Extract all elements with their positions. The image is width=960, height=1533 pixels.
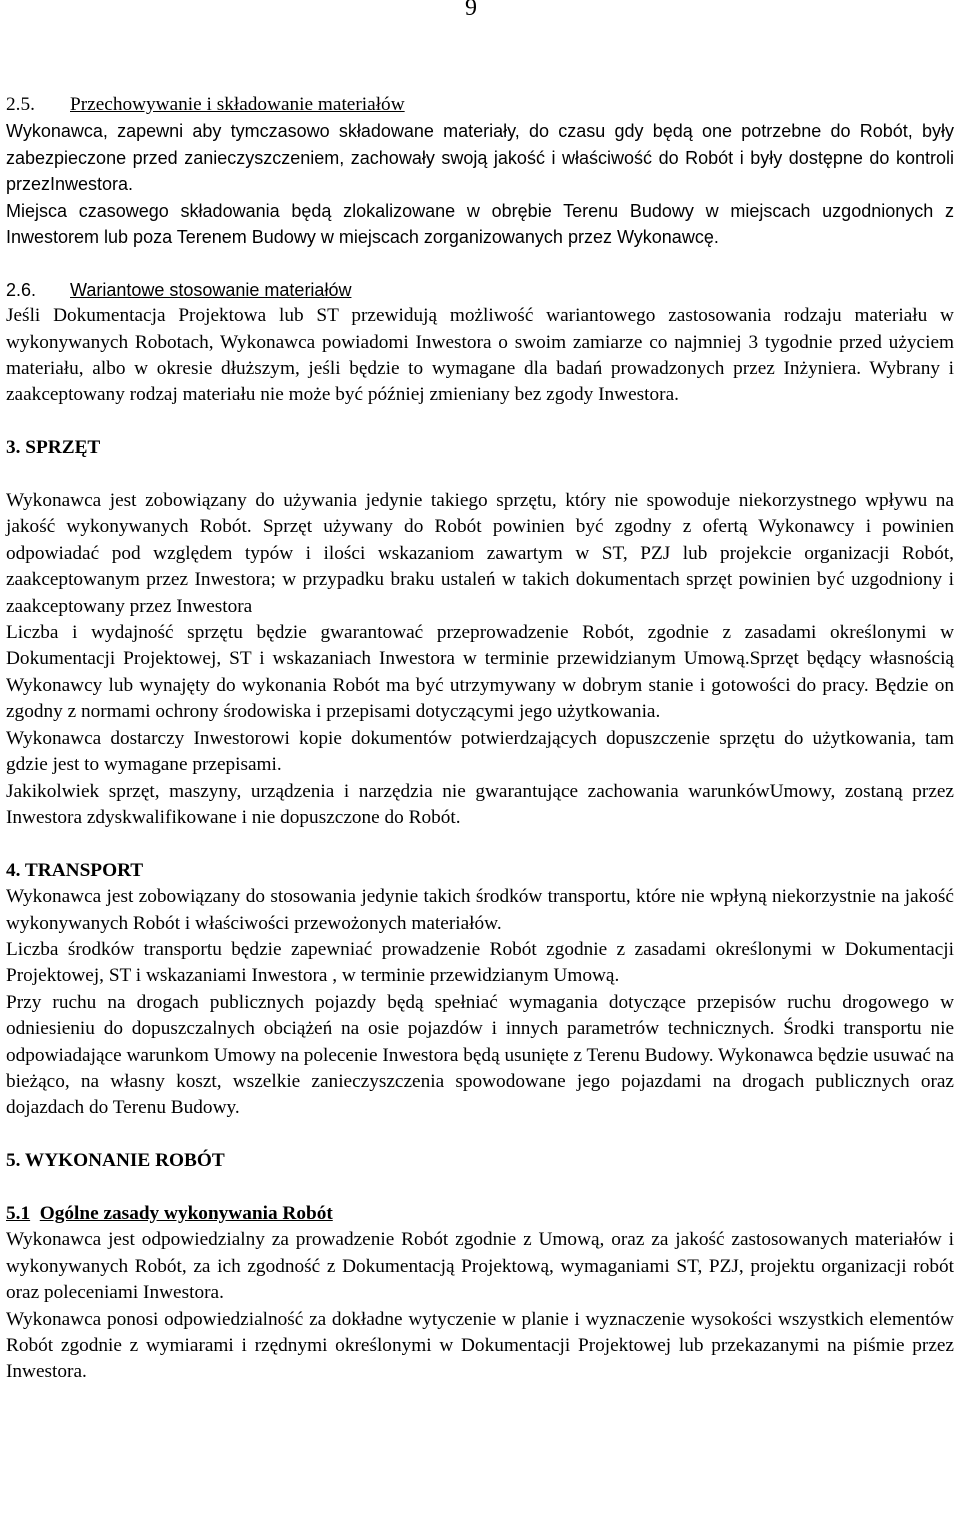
section-3-paragraph-1: Wykonawca jest zobowiązany do używania jedynie takiego sprzętu, który nie spowoduje niekorzystnego wpływu na jakość wykonywanych Robót. Sprzęt używany do Robót powinien być zgodny z ofertą Wykonawcy i powinien odpowiadać pod względem typów i ilości wskazaniom zawartym w ST, PZJ lub projekcie organizacji Robót, zaakceptowanym przez Inwestora; w przypadku braku ustaleń w takich dokumentach sprzęt powinien być uzgodniony i zaakceptowany przez Inwestora: [6, 490, 954, 617]
document-body: [6, 92, 954, 1386]
section-5-heading: 5. WYKONANIE ROBÓT: [6, 1150, 225, 1172]
section-4-paragraph-1: Wykonawca jest zobowiązany do stosowania jedynie takich środków transportu, które nie wpłyną niekorzystnie na jakość wykonywanych Robót i właściwości przewożonych materiałów.: [6, 886, 954, 934]
section-3-paragraph-4: Jakikolwiek sprzęt, maszyny, urządzenia i narzędzia nie gwarantujące zachowania warunkówUmowy, zostaną przez Inwestora zdyskwalifikowane i nie dopuszczone do Robót.: [6, 780, 954, 828]
section-4-paragraph-3: Przy ruchu na drogach publicznych pojazdy będą spełniać wymagania dotyczące przepisów ruchu drogowego w odniesieniu do dopuszczalnych obciążeń na osie pojazdów i innych parametrów technicznych. Środki transportu nie odpowiadające warunkom Umowy na polecenie Inwestora będą usunięte z Terenu Budowy. Wykonawca będzie usuwać na bieżąco, na własny koszt, wszelkie zanieczyszczenia spowodowane jego pojazdami na drogach publicznych oraz dojazdach do Terenu Budowy.: [6, 991, 955, 1119]
section-2-5-title: Przechowywanie i składowanie materiałów: [70, 94, 405, 115]
section-2-6-heading: [6, 277, 954, 303]
section-2-6-paragraph-1: Jeśli Dokumentacja Projektowa lub ST przewidują możliwość wariantowego zastosowania rodzaju materiału w wykonywanych Robotach, Wykonawca powiadomi Inwestora o swoim zamiarze co najmniej 3 tygodnie przed użyciem materiału, albo w okresie dłuższym, jeśli będzie to wymagane dla badań prowadzonych przez Inżyniera. Wybrany i zaakceptowany rodzaj materiału nie może być później zmieniany bez zgody Inwestora.: [6, 305, 954, 406]
section-5-1-number: 5.1: [6, 1202, 31, 1224]
section-5-1-paragraph-2: Wykonawca ponosi odpowiedzialność za dokładne wytyczenie w planie i wyznaczenie wysokości wszystkich elementów Robót zgodnie z wymiarami i rzędnymi określonymi w Dokumentacji Projektowej lub przekazanymi na piśmie przez Inwestora.: [6, 1308, 954, 1383]
section-5-1-paragraph-1: Wykonawca jest odpowiedzialny za prowadzenie Robót zgodnie z Umową, oraz za jakość zastosowanych materiałów i wykonywanych Robót, za ich zgodność z Dokumentacją Projektową, wymaganiami ST, PZJ, projektu organizacji robót oraz poleceniami Inwestora.: [6, 1229, 954, 1304]
page-number: 9: [465, 0, 477, 21]
section-2-6-title: Wariantowe stosowanie materiałów: [70, 279, 352, 300]
section-5-1-title: Ogólne zasady wykonywania Robót: [39, 1202, 333, 1224]
section-4-paragraph-2: Liczba środków transportu będzie zapewniać prowadzenie Robót zgodnie z zasadami określonymi w Dokumentacji Projektowej, ST i wskazaniami Inwestora , w terminie przewidzianym Umową.: [6, 938, 954, 987]
section-2-5-paragraph-1: Wykonawca, zapewni aby tymczasowo składowane materiały, do czasu gdy będą one potrzebne do Robót, były zabezpieczone przed zanieczyszczeniem, zachowały swoją jakość i właściwość do Robót i były dostępne do kontroli przezInwestora.: [6, 121, 954, 195]
section-2-5-heading: [6, 92, 954, 118]
section-3-paragraph-3: Wykonawca dostarczy Inwestorowi kopie dokumentów potwierdzających dopuszczenie sprzętu do użytkowania, tam gdzie jest to wymagane przepisami.: [6, 727, 954, 776]
section-3-paragraph-2: Liczba i wydajność sprzętu będzie gwarantować przeprowadzenie Robót, zgodnie z zasadami określonymi w Dokumentacji Projektowej, ST i wskazaniach Inwestora w terminie przewidzianym Umową.Sprzęt będący własnością Wykonawcy lub wynajęty do wykonania Robót ma być utrzymywany w dobrym stanie i gotowości do pracy. Będzie on zgodny z normami ochrony środowiska i przepisami dotyczącymi jego użytkowania.: [6, 622, 954, 723]
section-2-5-paragraph-2: Miejsca czasowego składowania będą zlokalizowane w obrębie Terenu Budowy w miejscach uzgodnionych z Inwestorem lub poza Terenem Budowy w miejscach zorganizowanych przez Wykonawcę.: [6, 200, 954, 248]
section-2-5-number: 2.5.: [6, 94, 35, 115]
section-5-1-heading: [6, 1201, 954, 1227]
section-4-heading: 4. TRANSPORT: [6, 859, 144, 881]
section-3-heading: 3. SPRZĘT: [6, 437, 101, 459]
section-2-6-number: 2.6.: [6, 279, 37, 300]
